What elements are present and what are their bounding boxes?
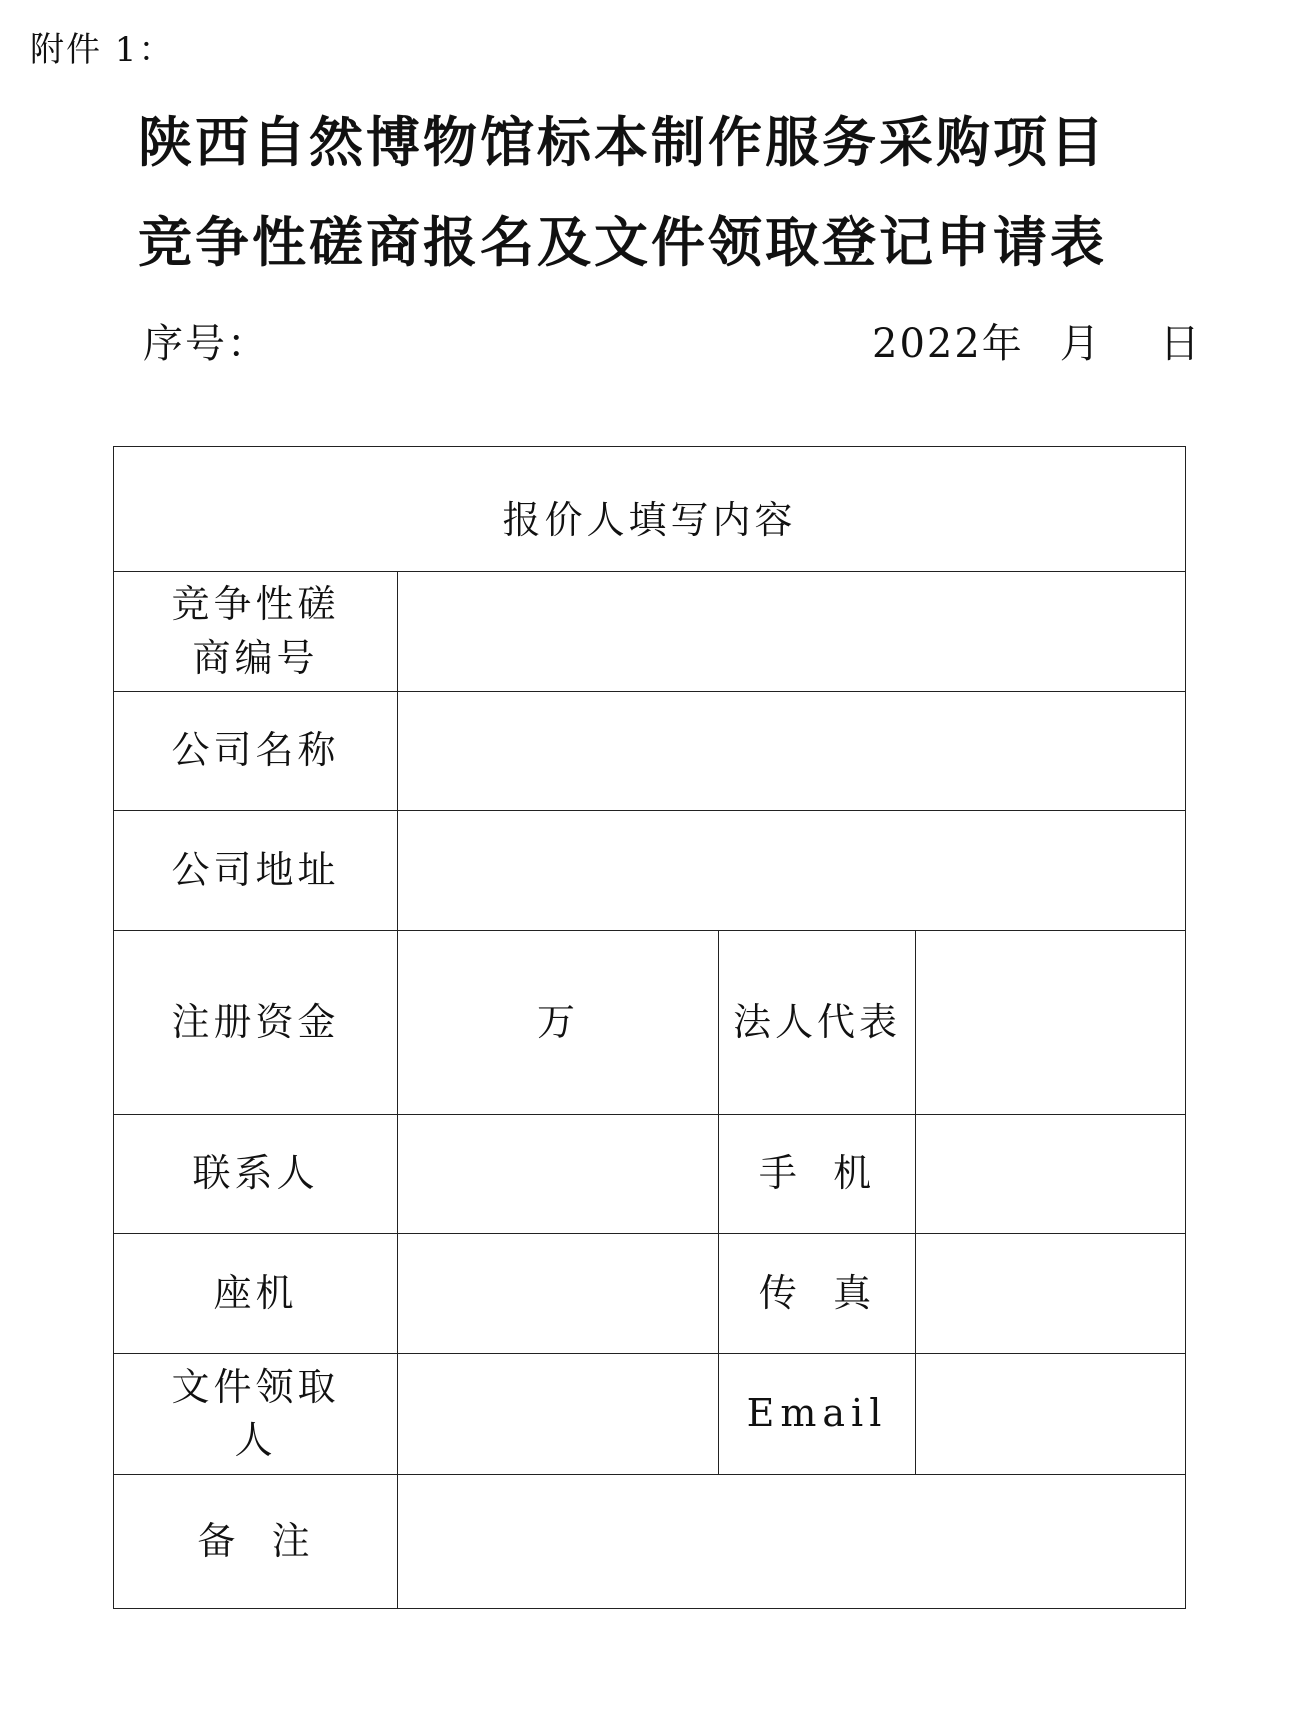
- date-day: 日: [1159, 321, 1200, 367]
- legal-rep-label: 法人代表: [719, 931, 916, 1115]
- company-name-label: 公司名称: [114, 692, 398, 811]
- remarks-label: 备 注: [114, 1475, 398, 1609]
- registered-capital-label: 注册资金: [114, 931, 398, 1115]
- negotiator-number-field[interactable]: [398, 572, 1186, 692]
- landline-label: 座机: [114, 1234, 398, 1354]
- attachment-label: 附件 1：: [30, 30, 175, 70]
- email-label: Email: [719, 1354, 916, 1475]
- fax-label: 传 真: [719, 1234, 916, 1354]
- fax-field[interactable]: [916, 1234, 1186, 1354]
- contact-field[interactable]: [398, 1115, 719, 1234]
- capital-unit: 万: [536, 999, 579, 1044]
- landline-field[interactable]: [398, 1234, 719, 1354]
- document-title-line-2: 竞争性磋商报名及文件领取登记申请表: [138, 210, 1107, 274]
- file-receiver-label: 文件领取人: [114, 1354, 398, 1475]
- negotiator-number-label: 竞争性磋商编号: [114, 572, 398, 692]
- contact-label: 联系人: [114, 1115, 398, 1234]
- form-section-header: 报价人填写内容: [114, 447, 1186, 572]
- registration-form-table: [113, 446, 1186, 1609]
- remarks-field[interactable]: [398, 1475, 1186, 1609]
- document-title-line-1: 陕西自然博物馆标本制作服务采购项目: [138, 110, 1107, 174]
- mobile-field[interactable]: [916, 1115, 1186, 1234]
- company-address-field[interactable]: [398, 811, 1186, 931]
- mobile-label: 手 机: [719, 1115, 916, 1234]
- serial-number-label: 序号：: [143, 321, 269, 367]
- company-address-label: 公司地址: [114, 811, 398, 931]
- company-name-field[interactable]: [398, 692, 1186, 811]
- email-field[interactable]: [916, 1354, 1186, 1475]
- registered-capital-field[interactable]: [398, 931, 719, 1115]
- date-line: [872, 312, 1200, 369]
- date-month: 月: [1059, 321, 1100, 367]
- file-receiver-field[interactable]: [398, 1354, 719, 1475]
- date-year: 2022年: [872, 321, 1024, 367]
- legal-rep-field[interactable]: [916, 931, 1186, 1115]
